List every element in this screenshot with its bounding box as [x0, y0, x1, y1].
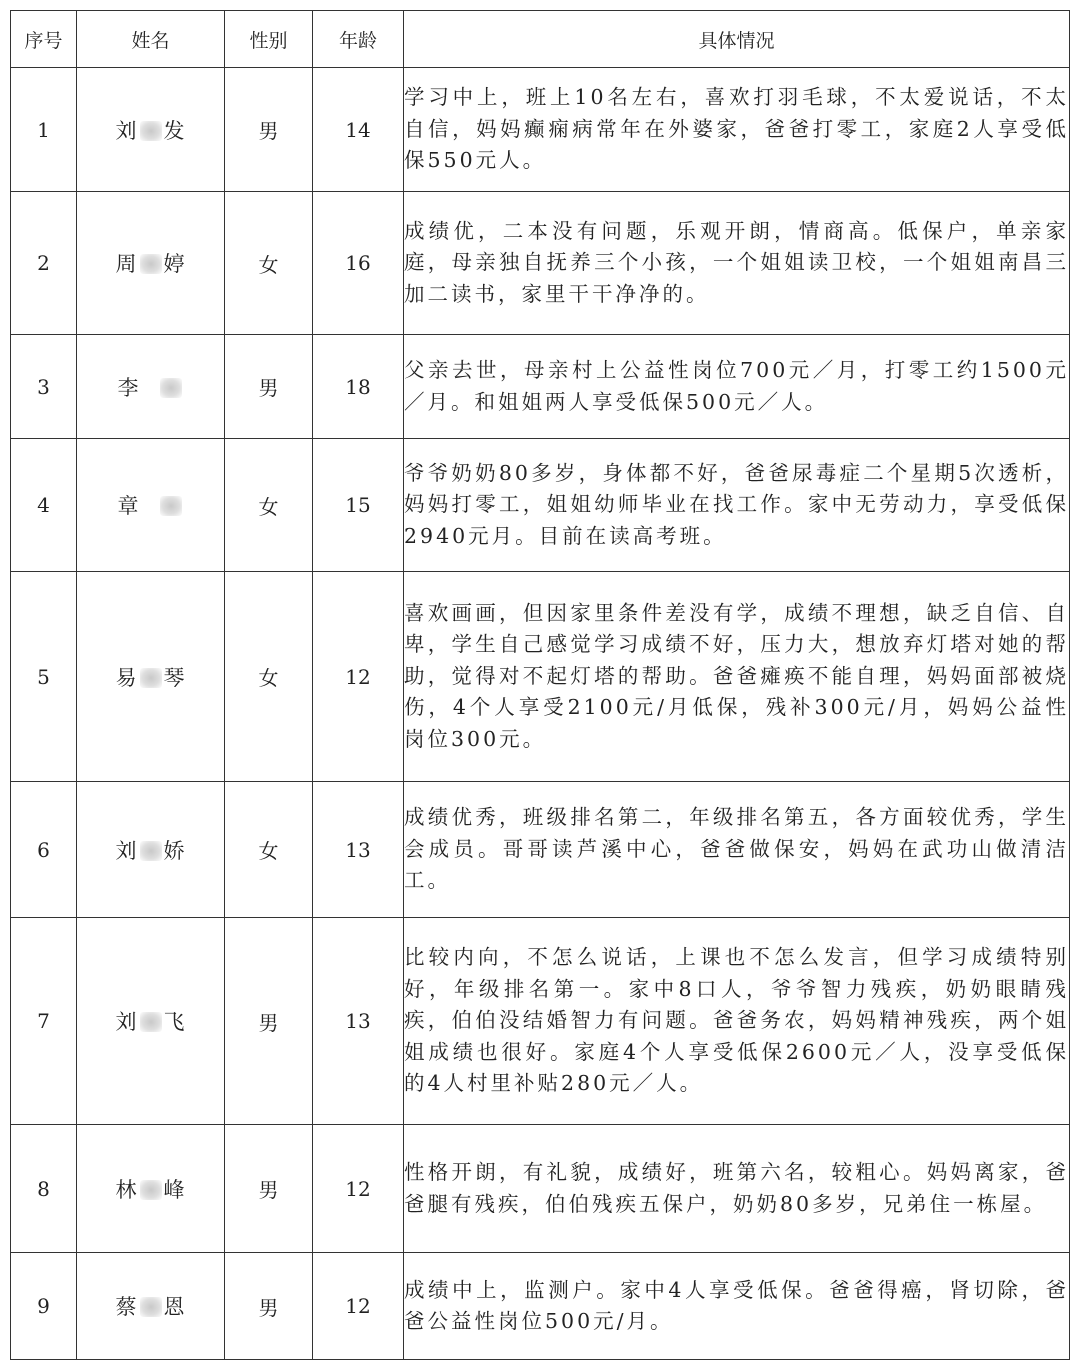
table-row	[11, 782, 1070, 918]
table-row	[11, 918, 1070, 1125]
row-index: 6	[11, 782, 77, 918]
header-details: 具体情况	[404, 11, 1070, 68]
student-details: 父亲去世，母亲村上公益性岗位700元／月，打零工约1500元／月。和姐姐两人享受低保500元／人。	[404, 335, 1070, 439]
name-first-char: 蔡	[115, 1295, 138, 1319]
row-index: 5	[11, 572, 77, 782]
student-age: 12	[313, 1125, 404, 1253]
student-name	[77, 1125, 225, 1253]
redacted-name-blur	[140, 254, 162, 274]
name-last-char: 婷	[163, 252, 186, 276]
student-details: 学习中上，班上10名左右，喜欢打羽毛球，不太爱说话，不太自信，妈妈癫痫病常年在外婆家，爸爸打零工，家庭2人享受低保550元人。	[404, 68, 1070, 192]
student-age: 13	[313, 918, 404, 1125]
redacted-name-blur	[160, 378, 182, 398]
table-row	[11, 1125, 1070, 1253]
row-index: 2	[11, 192, 77, 335]
student-details: 成绩优秀，班级排名第二，年级排名第五，各方面较优秀，学生会成员。哥哥读芦溪中心，爸爸做保安，妈妈在武功山做清洁工。	[404, 782, 1070, 918]
redacted-name-blur	[140, 1180, 162, 1200]
student-age: 12	[313, 1253, 404, 1360]
name-last-char: 琴	[163, 665, 186, 690]
student-gender: 女	[225, 439, 313, 572]
student-table	[10, 10, 1070, 1360]
header-row	[11, 11, 1070, 68]
student-name	[77, 68, 225, 192]
student-details: 成绩中上，监测户。家中4人享受低保。爸爸得癌，肾切除，爸爸公益性岗位500元/月。	[404, 1253, 1070, 1360]
name-first-char: 章	[117, 494, 140, 518]
name-first-char: 刘	[115, 118, 138, 143]
name-first-char: 李	[117, 375, 140, 400]
student-details: 性格开朗，有礼貌，成绩好，班第六名，较粗心。妈妈离家，爸爸腿有残疾，伯伯残疾五保户，奶奶80多岁，兄弟住一栋屋。	[404, 1125, 1070, 1253]
table-row	[11, 1253, 1070, 1360]
student-age: 18	[313, 335, 404, 439]
student-age: 12	[313, 572, 404, 782]
table-row	[11, 192, 1070, 335]
header-name: 姓名	[77, 11, 225, 68]
student-gender: 女	[225, 782, 313, 918]
header-gender: 性别	[225, 11, 313, 68]
redacted-name-blur	[140, 668, 162, 688]
redacted-name-blur	[140, 121, 162, 141]
student-name	[77, 1253, 225, 1360]
student-age: 14	[313, 68, 404, 192]
student-name	[77, 918, 225, 1125]
student-age: 13	[313, 782, 404, 918]
student-name	[77, 782, 225, 918]
name-first-char: 林	[115, 1177, 138, 1202]
row-index: 8	[11, 1125, 77, 1253]
student-age: 15	[313, 439, 404, 572]
name-first-char: 刘	[115, 838, 138, 863]
student-details: 比较内向，不怎么说话，上课也不怎么发言，但学习成绩特别好，年级排名第一。家中8口人，爷爷智力残疾，奶奶眼睛残疾，伯伯没结婚智力有问题。爸爸务农，妈妈精神残疾，两个姐姐成绩也很好。家庭4个人享受低保2600元／人，没享受低保的4人村里补贴280元／人。	[404, 918, 1070, 1125]
header-index: 序号	[11, 11, 77, 68]
row-index: 7	[11, 918, 77, 1125]
name-first-char: 易	[115, 665, 138, 690]
row-index: 1	[11, 68, 77, 192]
student-gender: 女	[225, 572, 313, 782]
student-age: 16	[313, 192, 404, 335]
row-index: 3	[11, 335, 77, 439]
table-row	[11, 572, 1070, 782]
student-details: 成绩优，二本没有问题，乐观开朗，情商高。低保户，单亲家庭，母亲独自抚养三个小孩，一个姐姐读卫校，一个姐姐南昌三加二读书，家里干干净净的。	[404, 192, 1070, 335]
name-last-char: 恩	[163, 1295, 186, 1319]
student-name	[77, 572, 225, 782]
table-row	[11, 68, 1070, 192]
redacted-name-blur	[140, 841, 162, 861]
student-gender: 男	[225, 335, 313, 439]
student-name	[77, 192, 225, 335]
row-index: 4	[11, 439, 77, 572]
student-gender: 男	[225, 68, 313, 192]
student-name	[77, 335, 225, 439]
student-gender: 男	[225, 1125, 313, 1253]
header-age: 年龄	[313, 11, 404, 68]
table-row	[11, 439, 1070, 572]
name-last-char: 飞	[163, 1010, 186, 1034]
student-gender: 男	[225, 918, 313, 1125]
name-last-char: 峰	[163, 1177, 186, 1202]
name-first-char: 周	[115, 252, 138, 276]
redacted-name-blur	[140, 1297, 162, 1317]
student-gender: 男	[225, 1253, 313, 1360]
name-last-char: 娇	[163, 838, 186, 863]
student-name	[77, 439, 225, 572]
student-details: 爷爷奶奶80多岁，身体都不好，爸爸尿毒症二个星期5次透析，妈妈打零工，姐姐幼师毕业在找工作。家中无劳动力，享受低保2940元月。目前在读高考班。	[404, 439, 1070, 572]
name-first-char: 刘	[115, 1010, 138, 1034]
name-last-char: 发	[163, 118, 186, 143]
table-row	[11, 335, 1070, 439]
row-index: 9	[11, 1253, 77, 1360]
student-gender: 女	[225, 192, 313, 335]
redacted-name-blur	[140, 1012, 162, 1032]
redacted-name-blur	[160, 496, 182, 516]
student-details: 喜欢画画，但因家里条件差没有学，成绩不理想，缺乏自信、自卑，学生自己感觉学习成绩不好，压力大，想放弃灯塔对她的帮助，觉得对不起灯塔的帮助。爸爸瘫痪不能自理，妈妈面部被烧伤，4个人享受2100元/月低保，残补300元/月，妈妈公益性岗位300元。	[404, 572, 1070, 782]
